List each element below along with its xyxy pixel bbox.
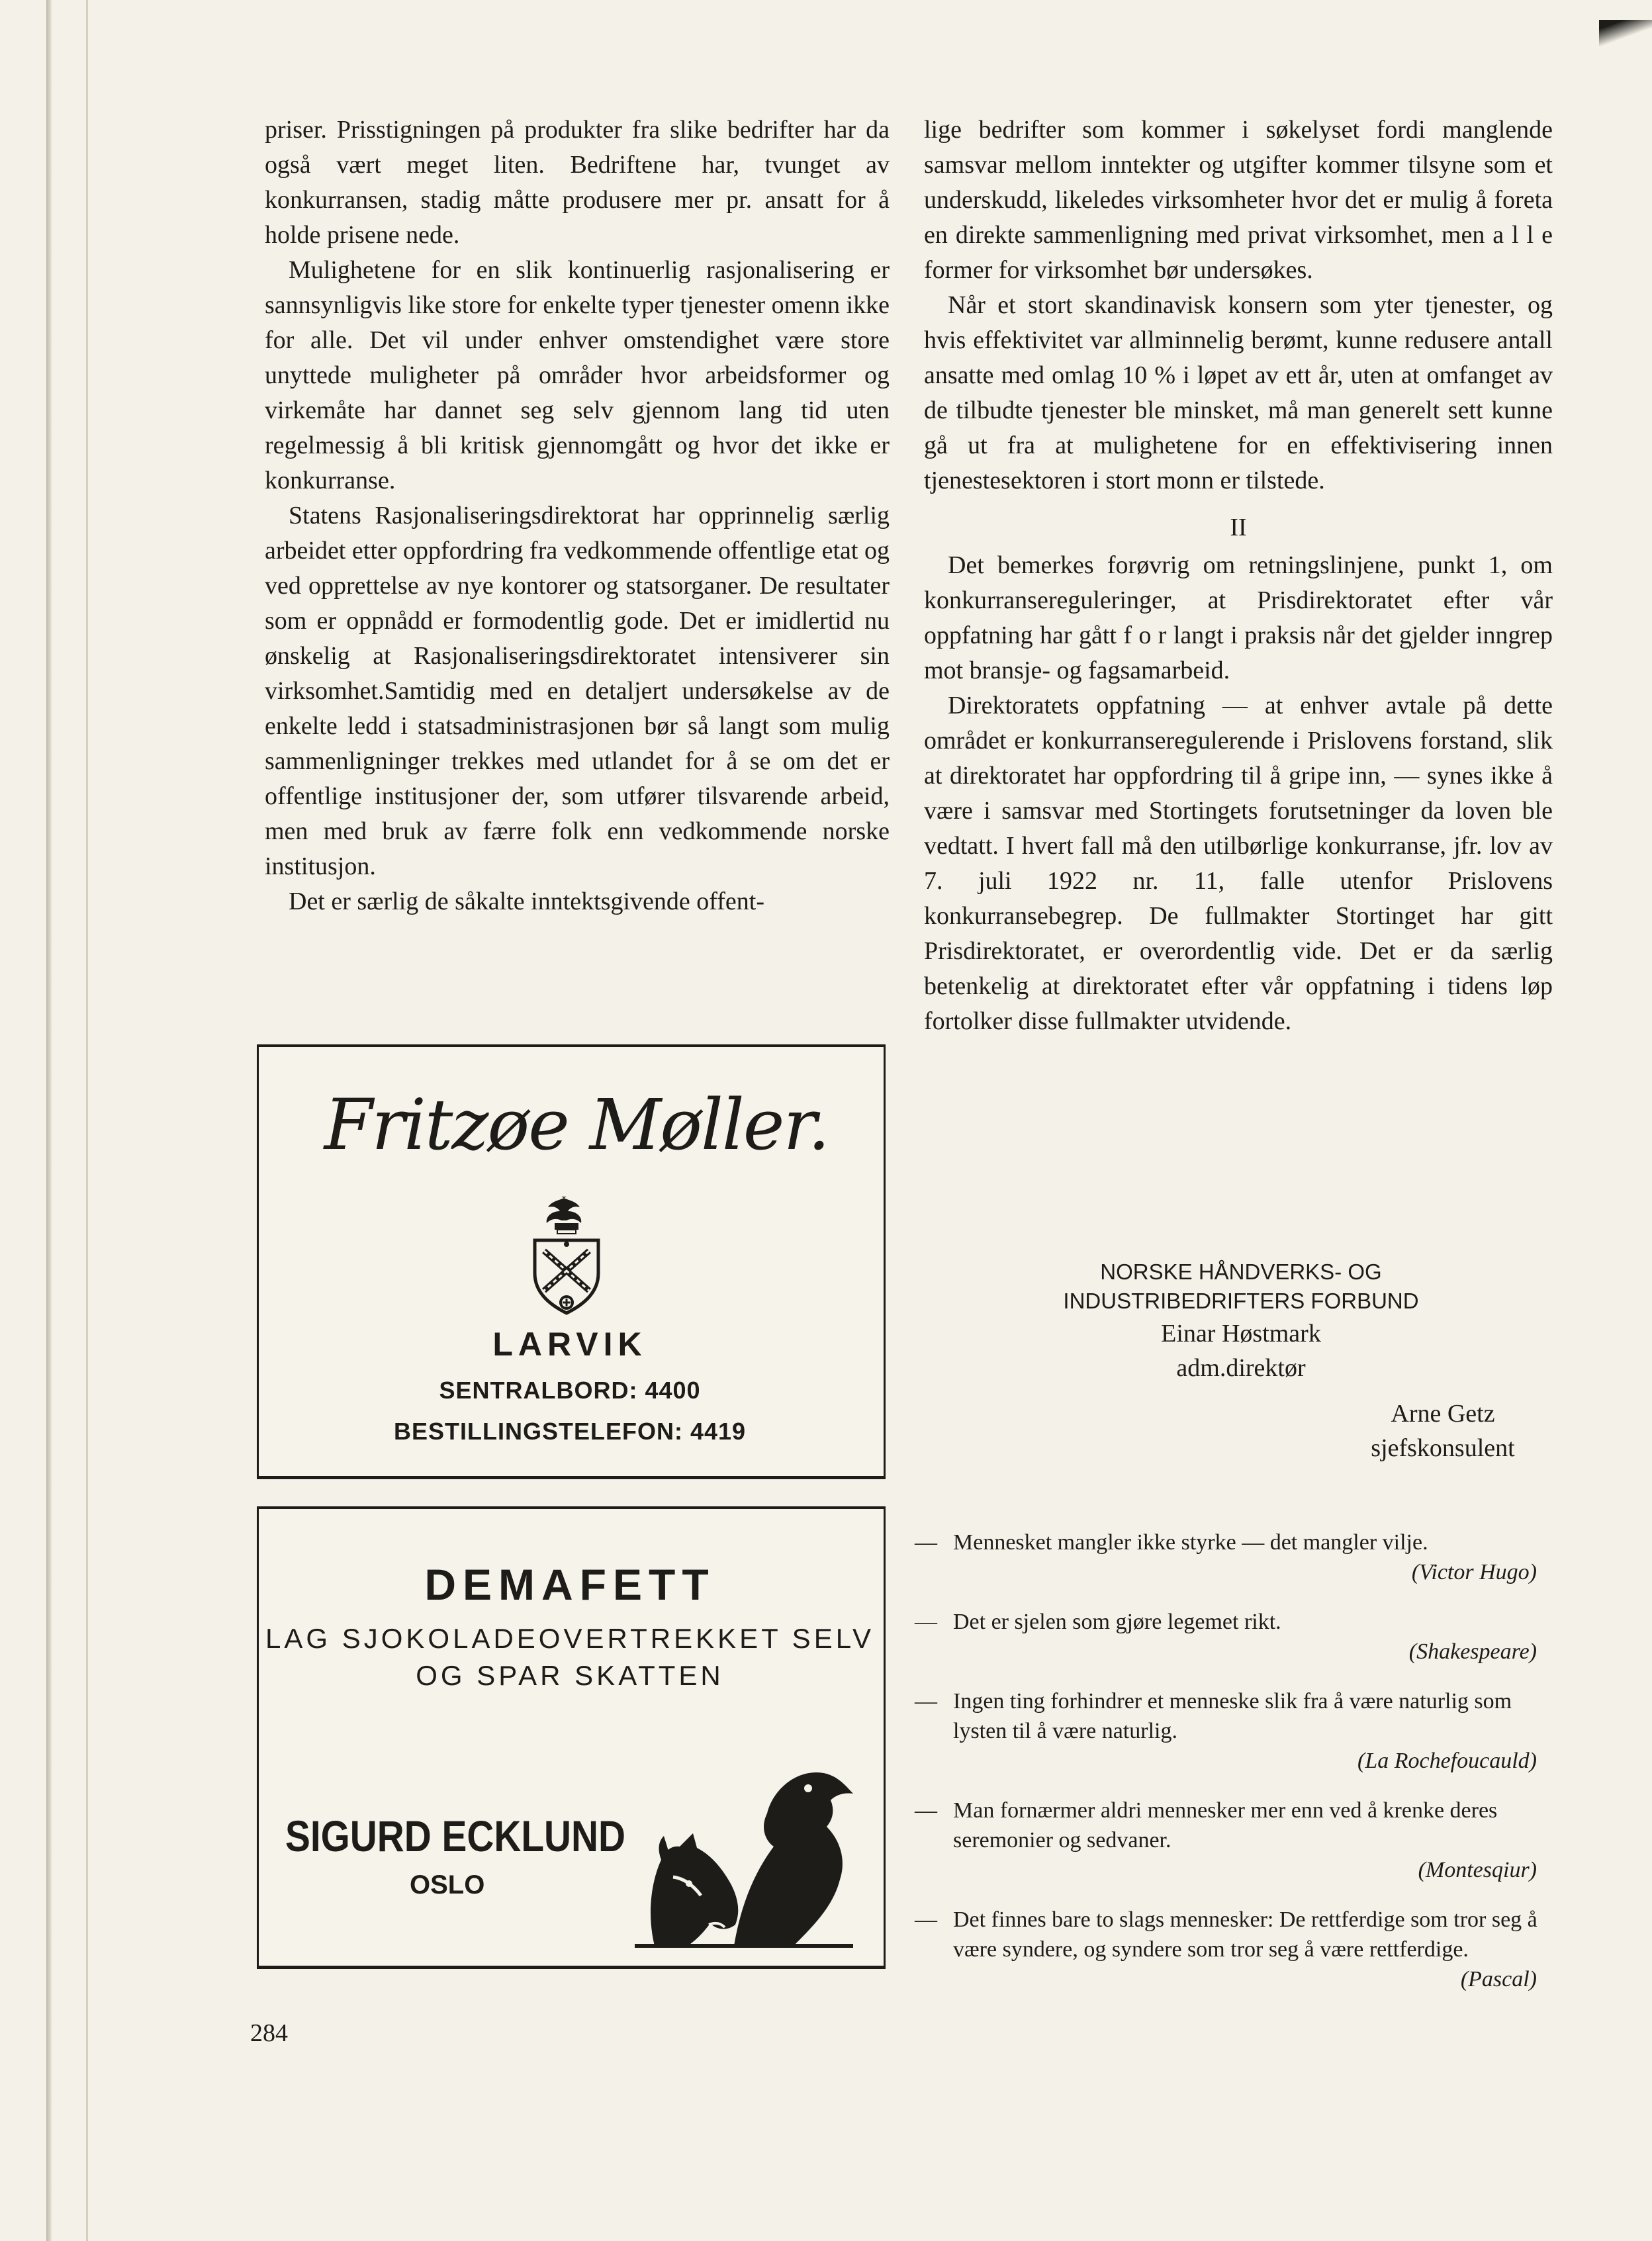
ad-phone-orders: BESTILLINGSTELEFON: 4419 [393, 1418, 747, 1445]
quote-dash: — [915, 1907, 937, 1932]
ad-tagline-line1: LAG SJOKOLADEOVERTREKKET SELV [265, 1623, 874, 1654]
quote-author: (Victor Hugo) [1411, 1560, 1537, 1584]
paragraph: priser. Prisstigningen på produkter fra slike bedrifter har da også vært meget liten. Bedriftene har, tvunget av konkurransen, stadig måtte produsere mer pr. ansatt for å holde prisene nede. [265, 116, 890, 249]
company-signature: Fritzøe Møller. [324, 1084, 829, 1166]
left-column-text [265, 113, 890, 919]
quote-author: (Shakespeare) [1408, 1639, 1537, 1664]
paragraph: Det er særlig de såkalte inntektsgivende offent- [289, 888, 764, 915]
signatory-name: Einar Høstmark [1161, 1320, 1321, 1348]
quote-item [915, 1686, 1557, 1776]
ad-tagline-line2: OG SPAR SKATTEN [416, 1660, 724, 1691]
quote-dash: — [915, 1530, 937, 1555]
paragraph: Når et stort skandinavisk konsern som yter tjenester, og hvis effektivitet var allminnelig berømt, kunne redusere antall ansatte med omlag 10 % i løpet av ett år, uten at omfanget av de tilbudte tjenester ble minsket, må man generelt sett kunne gå ut fra at mulighetene for en effektivisering innen tjenestesektoren i stort monn er tilstede. [924, 291, 1553, 494]
quote-text: Man fornærmer aldri mennesker mer enn ved å krenke deres seremonier og sedvaner. [953, 1798, 1498, 1852]
quote-author: (La Rochefoucauld) [1357, 1749, 1537, 1773]
quote-author: (Montesqiur) [1418, 1858, 1537, 1882]
quote-text: Mennesket mangler ikke styrke — det mangler vilje. [953, 1530, 1428, 1555]
signature-org-line2: INDUSTRIBEDRIFTERS FORBUND [1063, 1289, 1419, 1313]
paragraph: Det bemerkes forøvrig om retningslinjene, punkt 1, om konkurransereguleringer, at Prisdirektoratet efter vår oppfatning har gått f o r langt i praksis når det gjelder inngrep mot bransje- og fagsamarbeid. [924, 551, 1553, 684]
paragraph: lige bedrifter som kommer i søkelyset fordi manglende samsvar mellom inntekter og utgifter kommer tilsyne som et underskudd, likeledes virksomheter hvor det er mulig å foreta en direkte sammenligning med privat virksomhet, men a l l e former for virksomhet bør undersøkes. [924, 116, 1553, 284]
ad-city: LARVIK [492, 1326, 647, 1363]
horse-and-bird-illustration-icon [635, 1747, 853, 1952]
signatory-title: sjefskonsulent [1371, 1434, 1515, 1462]
scan-binding-edge [46, 0, 52, 2241]
coat-of-arms-icon [520, 1191, 613, 1317]
quote-item [915, 1528, 1557, 1587]
quote-item [915, 1796, 1557, 1885]
quote-text: Ingen ting forhindrer et menneske slik fra å være naturlig som lysten til å være naturlig. [953, 1689, 1512, 1743]
paragraph: Statens Rasjonaliseringsdirektorat har opprinnelig særlig arbeidet etter oppfordring fra vedkommende offentlige etat og ved opprettelse av nye kontorer og statsorganer. De resultater som er oppnådd er formodentlig gode. Det er imidlertid nu ønskelig at Rasjonaliseringsdirektoratet intensiverer sin virksomhet.Samtidig med en detaljert undersøkelse av de enkelte ledd i statsadministrasjonen bør så langt som mulig sammenligninger trekkes med utlandet for å se om det er offentlige institusjoner der, som utfører tilsvarende arbeid, men med bruk av færre folk enn vedkommende norske institusjon. [265, 502, 890, 880]
quote-item [915, 1905, 1557, 1994]
quote-dash: — [915, 1689, 937, 1714]
quote-dash: — [915, 1610, 937, 1634]
signatory-name: Arne Getz [1391, 1400, 1495, 1428]
quote-item [915, 1607, 1557, 1667]
paragraph: Direktoratets oppfatning — at enhver avtale på dette området er konkurranseregulerende i Prislovens forstand, slik at direktoratet har oppfordring til å gripe inn, — synes ikke å være i samsvar med Stortingets forutsetninger da loven ble vedtatt. I hvert fall må den utilbørlige konkurranse, jfr. lov av 7. juli 1922 nr. 11, falle utenfor Prislovens konkurransebegrep. De fullmakter Stortinget har gitt Prisdirektoratet, er overordentlig vide. Det er da særlig betenkelig at direktoratet efter vår oppfatning i tidens løp fortolker disse fullmakter utvidende. [924, 692, 1553, 1035]
advertisement-fritzoe-moller [257, 1044, 886, 1479]
quote-text: Det finnes bare to slags mennesker: De rettferdige som tror seg å være syndere, og syndere som tror seg å være rettferdige. [953, 1907, 1537, 1962]
scan-margin-line [86, 0, 88, 2241]
advertisement-demafett [257, 1506, 886, 1969]
quote-dash: — [915, 1798, 937, 1823]
ad-maker-city: OSLO [410, 1870, 485, 1899]
ad-phone-central: SENTRALBORD: 4400 [439, 1377, 701, 1404]
signature-block [960, 1258, 1522, 1385]
ad-brand: DEMAFETT [424, 1560, 715, 1609]
page-number: 284 [250, 2019, 288, 2047]
quotes-list [915, 1528, 1557, 2014]
right-column-text [924, 113, 1553, 1039]
ad-maker: SIGURD ECKLUND [285, 1811, 626, 1860]
quote-author: (Pascal) [1460, 1967, 1537, 1991]
scan-corner-mark [1599, 20, 1652, 46]
signatory-title: adm.direktør [1176, 1354, 1306, 1382]
signature-org-line1: NORSKE HÅNDVERKS- OG [1100, 1259, 1382, 1284]
quote-text: Det er sjelen som gjøre legemet rikt. [953, 1610, 1281, 1634]
section-number: II [1230, 514, 1247, 541]
paragraph: Mulighetene for en slik kontinuerlig rasjonalisering er sannsynligvis like store for enkelte typer tjenester omenn ikke for alle. Det vil under enhver omstendighet være store unyttede muligheter på områder hvor arbeidsformer og virkemåte har dannet seg selv gjennom lang tid uten regelmessig å bli kritisk gjennomgått og hvor det ikke er konkurranse. [265, 256, 890, 494]
second-signatory [1324, 1396, 1562, 1465]
